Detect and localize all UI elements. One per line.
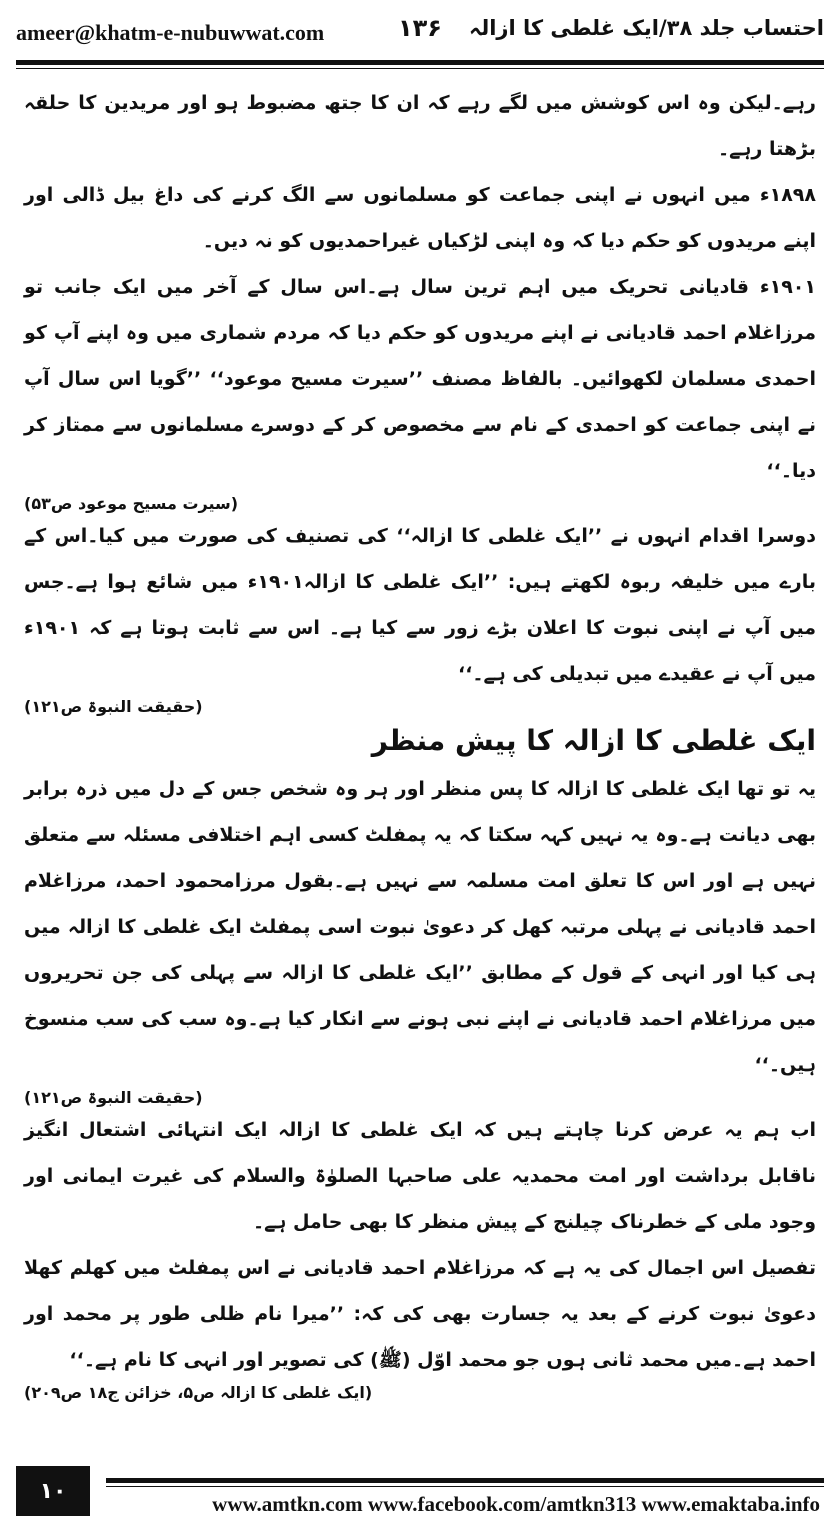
footer-rule-thin — [106, 1486, 824, 1487]
paragraph-4: دوسرا اقدام انہوں نے ’’ایک غلطی کا ازالہ‘‘ کی تصنیف کی صورت میں کیا۔اس کے بارے میں خلیفہ ربوہ لکھتے ہیں: ’’ایک غلطی کا ازالہ۱۹۰۱ء میں شائع ہوا ہے۔جس میں آپ نے اپنی نبوت کا اعلان بڑے زور سے کیا ہے۔ اس سے ثابت ہوتا ہے کہ ۱۹۰۱ء میں آپ نے عقیدے میں تبدیلی کی ہے۔‘‘ — [24, 525, 816, 685]
page-footer — [16, 1478, 824, 1528]
citation-2: (حقیقت النبوۃ ص۱۲۱) — [24, 697, 203, 716]
section-heading: ایک غلطی کا ازالہ کا پیش منظر — [371, 724, 816, 757]
header-rule — [16, 60, 824, 65]
citation-1: (سیرت مسیح موعود ص۵۳) — [24, 494, 239, 513]
header-page-number: ۱۳۶ — [398, 14, 442, 42]
citation-4: (ایک غلطی کا ازالہ ص۵، خزائن ج۱۸ ص۲۰۹) — [24, 1383, 373, 1402]
footer-page-number: ۱۰ — [16, 1466, 90, 1516]
paragraph-1: رہے۔لیکن وہ اس کوشش میں لگے رہے کہ ان کا جتھ مضبوط ہو اور مریدین کا حلقہ بڑھتا رہے۔ — [24, 92, 816, 160]
citation-3: (حقیقت النبوۃ ص۱۲۱) — [24, 1088, 203, 1107]
page-body — [24, 80, 816, 1470]
paragraph-5: یہ تو تھا ایک غلطی کا ازالہ کا پس منظر اور ہر وہ شخص جس کے دل میں ذرہ برابر بھی دیانت ہے۔وہ یہ نہیں کہہ سکتا کہ یہ پمفلٹ کسی اہم اختلافی مسئلہ سے متعلق نہیں ہے اور اس کا تعلق امت مسلمہ سے نہیں ہے۔بقول مرزامحمود احمد، مرزاغلام احمد قادیانی نے پہلی مرتبہ کھل کر دعویٰ نبوت اسی پمفلٹ ایک غلطی کا ازالہ میں ہی کیا اور انہی کے قول کے مطابق ’’ایک غلطی کا ازالہ سے پہلی کی جن تحریروں میں مرزاغلام احمد قادیانی نے اپنے نبی ہونے سے انکار کیا ہے۔وہ سب کی سب منسوخ ہیں۔‘‘ — [24, 778, 816, 1076]
header-rule-thin — [16, 68, 824, 69]
paragraph-3: ۱۹۰۱ء قادیانی تحریک میں اہم ترین سال ہے۔اس سال کے آخر میں ایک جانب تو مرزاغلام احمد قادیانی نے اپنے مریدوں کو حکم دیا کہ مردم شماری میں وہ اپنے آپ کو احمدی مسلمان لکھوائیں۔ بالفاظ مصنف ’’سیرت مسیح موعود‘‘ ’’گویا اس سال آپ نے اپنی جماعت کو احمدی کے نام سے مخصوص کر کے دوسرے مسلمانوں سے ممتاز کر دیا۔‘‘ — [24, 276, 816, 482]
paragraph-7: تفصیل اس اجمال کی یہ ہے کہ مرزاغلام احمد قادیانی نے اس پمفلٹ میں کھلم کھلا دعویٰ نبوت کرنے کے بعد یہ جسارت بھی کی کہ: ’’میرا نام ظلی طور پر محمد اور احمد ہے۔میں محمد ثانی ہوں جو محمد اوّل (ﷺ) کی تصویر اور انہی کا نام ہے۔‘‘ — [24, 1257, 816, 1371]
paragraph-2: ۱۸۹۸ء میں انہوں نے اپنی جماعت کو مسلمانوں سے الگ کرنے کی داغ بیل ڈالی اور اپنے مریدوں کو حکم دیا کہ وہ اپنی لڑکیاں غیراحمدیوں کو نہ دیں۔ — [24, 184, 816, 252]
header-email[interactable]: ameer@khatm-e-nubuwwat.com — [16, 20, 325, 45]
footer-rule — [106, 1478, 824, 1483]
footer-links[interactable]: www.amtkn.com www.facebook.com/amtkn313 www.emaktaba.info — [212, 1492, 820, 1516]
paragraph-6: اب ہم یہ عرض کرنا چاہتے ہیں کہ ایک غلطی کا ازالہ ایک انتہائی اشتعال انگیز ناقابل برداشت اور امت محمدیہ علی صاحبہا الصلوٰۃ والسلام کی غیرت ایمانی اور وجود ملی کے خطرناک چیلنج کے پیش منظر کا بھی حامل ہے۔ — [24, 1119, 816, 1233]
citation-row-1 — [24, 494, 816, 513]
citation-row-3 — [24, 1088, 816, 1107]
header-title: احتساب جلد ۳۸/ایک غلطی کا ازالہ — [469, 16, 824, 40]
citation-row-4 — [24, 1383, 816, 1402]
page-header — [16, 14, 824, 62]
citation-row-2 — [24, 697, 816, 716]
